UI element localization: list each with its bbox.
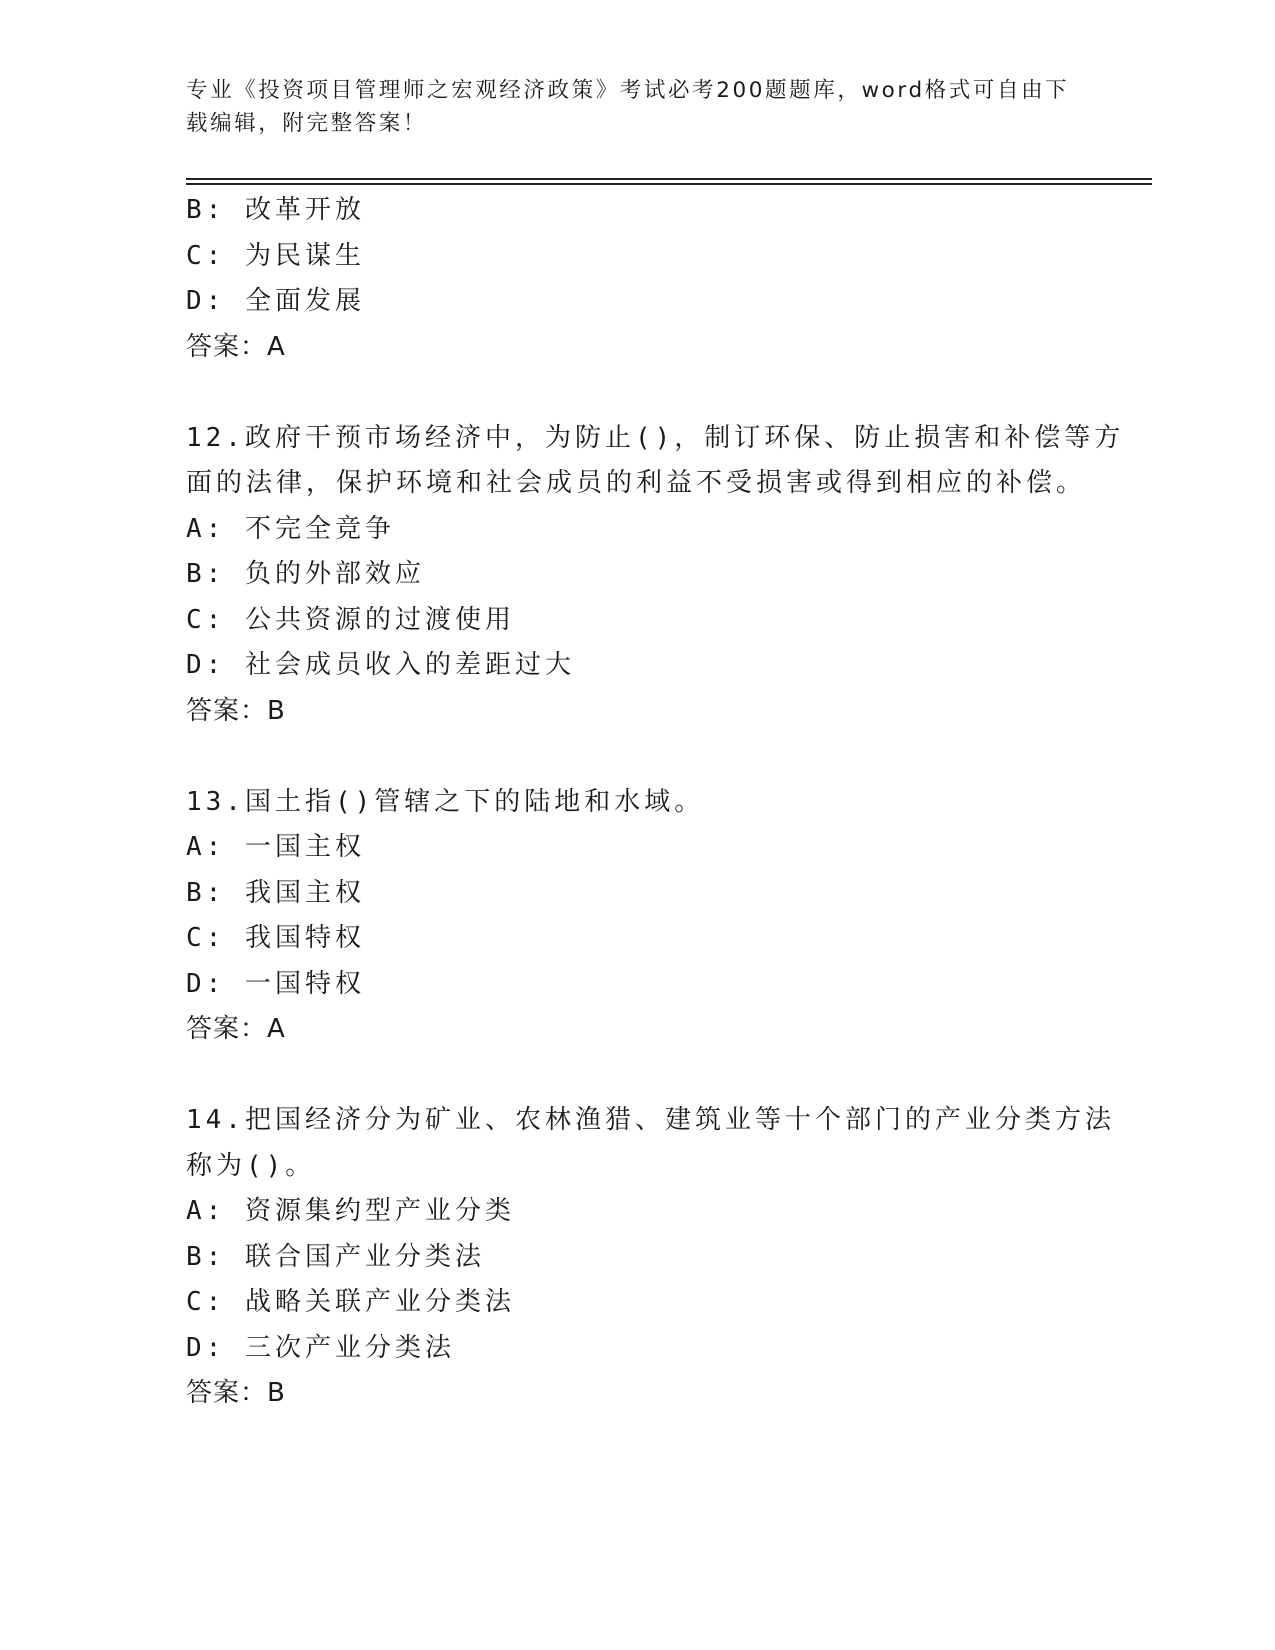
question-stem: 面的法律，保护环境和社会成员的利益不受损害或得到相应的补偿。 <box>186 468 1087 498</box>
previous-question-tail <box>186 188 1086 370</box>
option-b: B: 改革开放 <box>186 195 365 225</box>
option-d: D: 一国特权 <box>186 968 365 999</box>
option-b: B: 我国主权 <box>186 877 365 908</box>
option-d: D: 社会成员收入的差距过大 <box>186 650 575 680</box>
question-14 <box>186 1098 1115 1417</box>
answer-line: 答案：A <box>186 331 286 362</box>
answer-line: 答案：B <box>186 695 286 726</box>
spacer <box>186 734 1086 780</box>
document-header: 专业《投资项目管理师之宏观经济政策》考试必考200题题库，word格式可自由下载编辑，附完整答案！ <box>186 78 1070 136</box>
option-c: C: 公共资源的过渡使用 <box>186 604 515 635</box>
question-stem: 14.把国经济分为矿业、农林渔猎、建筑业等十个部门的产业分类方法 <box>186 1105 1115 1135</box>
option-c: C: 我国特权 <box>186 923 365 953</box>
question-list <box>186 188 1125 1417</box>
answer-line: 答案：B <box>186 1378 286 1408</box>
spacer <box>186 370 1086 416</box>
question-stem: 12.政府干预市场经济中，为防止()，制订环保、防止损害和补偿等方 <box>186 422 1125 453</box>
option-c: C: 战略关联产业分类法 <box>186 1287 515 1317</box>
option-b: B: 联合国产业分类法 <box>186 1241 485 1272</box>
question-12 <box>186 416 1125 735</box>
option-d: D: 三次产业分类法 <box>186 1332 455 1363</box>
option-c: C: 为民谋生 <box>186 240 365 271</box>
option-a: A: 资源集约型产业分类 <box>186 1196 515 1226</box>
option-b: B: 负的外部效应 <box>186 559 425 589</box>
option-a: A: 一国主权 <box>186 832 365 862</box>
question-stem: 称为()。 <box>186 1150 316 1181</box>
spacer <box>186 1053 1086 1099</box>
option-a: A: 不完全竞争 <box>186 513 395 544</box>
question-stem: 13.国土指()管辖之下的陆地和水域。 <box>186 786 705 817</box>
answer-line: 答案：A <box>186 1014 286 1044</box>
option-d: D: 全面发展 <box>186 286 365 316</box>
header-divider-bottom <box>186 183 1152 185</box>
question-13 <box>186 780 1086 1053</box>
header-divider-top <box>186 178 1152 180</box>
